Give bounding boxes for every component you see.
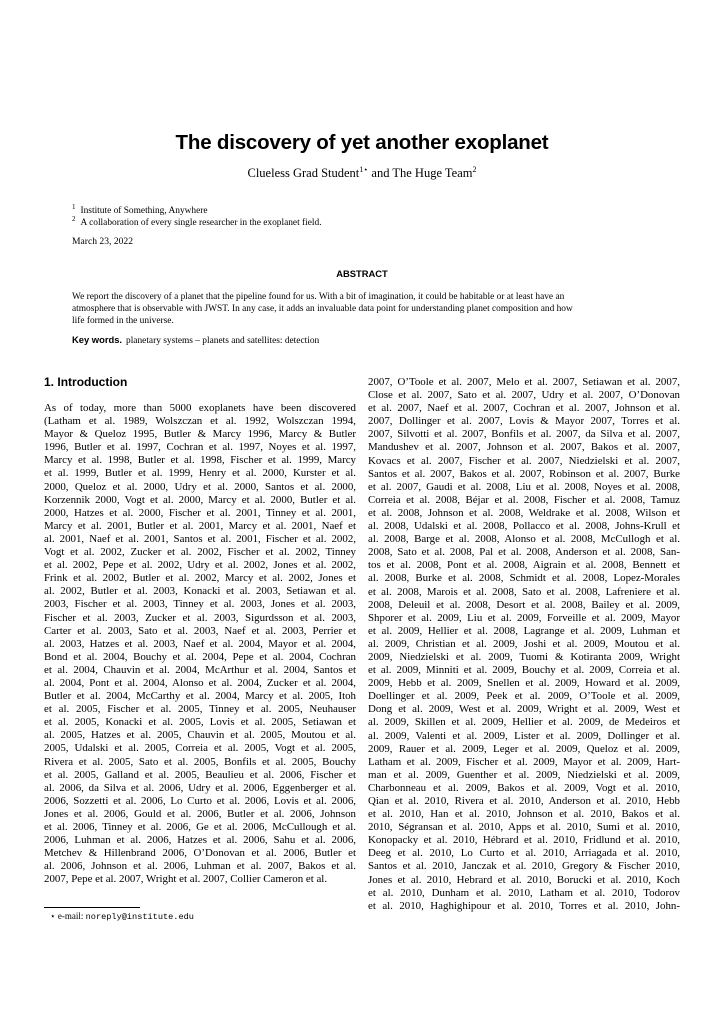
text-line: et al. 1999, Butler et al. 1999, Henry et al. 2000, Kurster et al. (44, 467, 356, 480)
text-line: Konopacky et al. 2010, Hébrard et al. 2010, Fridlund et al. 2010, (368, 834, 680, 847)
text-line: et al. 2008, Johnson et al. 2008, Weldrake et al. 2008, Wilson et (368, 506, 680, 519)
text-line: et al. 2004, Chauvin et al. 2004, McArthur et al. 2004, Santos et (44, 663, 356, 676)
email-link[interactable]: noreply@institute.edu (85, 912, 194, 922)
keywords-label: Key words. (72, 334, 123, 345)
author-line (0, 165, 724, 181)
text-line: Shporer et al. 2009, Liu et al. 2009, Forveille et al. 2009, Mayor (368, 611, 680, 624)
text-line: Charbonneau et al. 2009, Bakos et al. 2009, Vogt et al. 2010, (368, 781, 680, 794)
text-line: 2009, Rauer et al. 2009, Leger et al. 2009, Queloz et al. 2009, (368, 742, 680, 755)
affiliation-mark: 2 (72, 215, 76, 223)
text-line: al. 2009, Skillen et al. 2009, Hellier et al. 2009, de Medeiros et (368, 716, 680, 729)
abstract-line: We report the discovery of a planet that the pipeline found for us. With a bit of imagination, it could be habitable or at least have an (72, 292, 565, 302)
text-line: al. 2001, Naef et al. 2001, Santos et al. 2001, Fischer et al. 2002, (44, 532, 356, 545)
left-column (44, 402, 356, 886)
footnote-mark: ⋆ (50, 911, 56, 921)
text-line: et al. 2010, Dunham et al. 2010, Latham et al. 2010, Todorov (368, 886, 680, 899)
text-line: 1996, Butler et al. 1997, Cochran et al. 1997, Noyes et al. 1997, (44, 441, 356, 454)
text-line: 2007, Dollinger et al. 2007, Lovis & Mayor 2007, Torres et al. (368, 415, 680, 428)
footnote (50, 911, 194, 922)
affiliation-text: A collaboration of every single researcher in the exoplanet field. (80, 218, 322, 229)
text-line: al. 2008, Barge et al. 2008, Alonso et al. 2008, McCullogh et al. (368, 533, 680, 546)
text-line: Metchev & Hillenbrand 2006, O’Donovan et al. 2006, Butler et (44, 847, 356, 860)
text-line: tos et al. 2008, Pont et al. 2008, Aigrain et al. 2008, Bennett et (368, 559, 680, 572)
section-number: 1. (44, 375, 55, 389)
text-line: et al. 2008, Marois et al. 2008, Sato et al. 2008, Lafreniere et al. (368, 585, 680, 598)
footnote-label: e-mail: (57, 911, 84, 921)
text-line: al. 2002, Butler et al. 2003, Konacki et al. 2003, Setiawan et al. (44, 585, 356, 598)
paper-title: The discovery of yet another exoplanet (175, 131, 549, 154)
text-line: al. 2004, Pont et al. 2004, Alonso et al. 2004, Zucker et al. 2004, (44, 676, 356, 689)
text-line: As of today, more than 5000 exoplanets have been discovered (44, 402, 356, 414)
text-line: Correia et al. 2008, Béjar et al. 2008, Fischer et al. 2008, Tamuz (368, 493, 680, 506)
text-line: 2007, O’Toole et al. 2007, Melo et al. 2007, Setiawan et al. 2007, (368, 376, 680, 388)
text-line: Mayor & Queloz 1995, Butler & Marcy 1996, Marcy & Butler (44, 428, 356, 441)
text-line: Dong et al. 2009, West et al. 2009, Wright et al. 2009, West et (368, 703, 680, 716)
text-line: al. 2009, Christian et al. 2009, Joshi et al. 2009, Moutou et al. (368, 637, 680, 650)
text-line: Marcy et al. 1998, Butler et al. 1998, Fischer et al. 1999, Marcy (44, 454, 356, 467)
affiliation-text: Institute of Something, Anywhere (80, 206, 208, 217)
keywords (72, 334, 319, 346)
right-column (368, 376, 680, 913)
abstract-heading: ABSTRACT (336, 268, 388, 279)
affiliation-mark: 1 (72, 203, 76, 211)
text-line: Kovacs et al. 2007, Fischer et al. 2007, Niedzielski et al. 2007, (368, 454, 680, 467)
section-heading (44, 375, 127, 389)
text-line: et al. 2005, Fischer et al. 2005, Tinney et al. 2005, Neuhauser (44, 703, 356, 716)
author-joiner: and (368, 166, 393, 181)
text-line: 2008, Sato et al. 2008, Pal et al. 2008, Anderson et al. 2008, San- (368, 546, 680, 559)
abstract-line: life formed in the universe. (72, 316, 174, 326)
text-line: 2003, Fischer et al. 2003, Tinney et al. 2003, Jones et al. 2003, (44, 598, 356, 611)
text-line: et al. 2010, Han et al. 2010, Johnson et al. 2010, Bakos et al. (368, 808, 680, 821)
text-line: Deeg et al. 2010, Lo Curto et al. 2010, Arriagada et al. 2010, (368, 847, 680, 860)
text-line: 2007, Pepe et al. 2007, Wright et al. 2007, Collier Cameron et al. (44, 873, 328, 886)
footnote-rule (44, 907, 140, 908)
abstract-line: atmosphere that is observable with JWST. In any case, it adds an invaluable data point for understanding planet composition and how (72, 304, 573, 314)
text-line: (Latham et al. 1989, Wolszczan et al. 1992, Wolszczan 1994, (44, 415, 356, 428)
author-2: The Huge Team (392, 166, 473, 181)
text-line: al. 2003, Hatzes et al. 2003, Naef et al. 2004, Mayor et al. 2004, (44, 637, 356, 650)
author-2-mark: 2 (472, 165, 477, 174)
text-line: al. 2006, Johnson et al. 2006, Luhman et al. 2007, Bakos et al. (44, 860, 356, 873)
date: March 23, 2022 (72, 236, 134, 247)
text-line: et al. 2009, Hellier et al. 2008, Lagrange et al. 2009, Luhman et (368, 624, 680, 637)
text-line: al. 2005, Hatzes et al. 2005, Chauvin et al. 2005, Moutou et al. (44, 729, 356, 742)
text-line: al. 2008, Udalski et al. 2008, Pollacco et al. 2008, Johns-Krull et (368, 520, 680, 533)
text-line: al. 2009, Valenti et al. 2009, Lister et al. 2009, Dollinger et al. (368, 729, 680, 742)
text-line: 2000, Queloz et al. 2000, Udry et al. 2000, Santos et al. 2000, (44, 480, 356, 493)
text-line: Rivera et al. 2005, Sato et al. 2005, Bonfils et al. 2005, Bouchy (44, 755, 356, 768)
text-line: 2008, Deleuil et al. 2008, Desort et al. 2008, Bailey et al. 2009, (368, 598, 680, 611)
text-line: Vogt et al. 2002, Zucker et al. 2002, Fischer et al. 2002, Tinney (44, 546, 356, 559)
text-line: 2007, Silvotti et al. 2007, Bonfils et al. 2007, da Silva et al. 2007, (368, 428, 680, 441)
text-line: Korzennik 2000, Vogt et al. 2000, Marcy et al. 2000, Butler et al. (44, 493, 356, 506)
text-line: 2006, Luhman et al. 2006, Hatzes et al. 2006, Sahu et al. 2006, (44, 834, 356, 847)
text-line: et al. 2009, Minniti et al. 2009, Bouchy et al. 2009, Correia et al. (368, 664, 680, 677)
text-line: et al. 2006, Tinney et al. 2006, Ge et al. 2006, McCullough et al. (44, 821, 356, 833)
text-line: Doellinger et al. 2009, Peek et al. 2009, O’Toole et al. 2009, (368, 690, 680, 703)
text-line: Butler et al. 2004, McCarthy et al. 2004, Marcy et al. 2005, Itoh (44, 690, 356, 703)
text-line: Close et al. 2007, Sato et al. 2007, Udry et al. 2007, O’Donovan (368, 389, 680, 402)
text-line: Fischer et al. 2003, Zucker et al. 2003, Sigurdsson et al. 2003, (44, 611, 356, 624)
text-line: 2009, Niedzielski et al. 2009, Tuomi & Kotiranta 2009, Wright (368, 650, 680, 663)
text-line: et al. 2002, Pepe et al. 2002, Udry et al. 2002, Jones et al. 2002, (44, 559, 356, 572)
text-line: 2005, Udalski et al. 2005, Correia et al. 2005, Vogt et al. 2005, (44, 742, 356, 755)
text-line: Jones et al. 2010, Hebrard et al. 2010, Borucki et al. 2010, Koch (368, 873, 680, 886)
text-line: 2009, Hebb et al. 2009, Snellen et al. 2009, Howard et al. 2009, (368, 677, 680, 690)
text-line: Qian et al. 2010, Rivera et al. 2010, Anderson et al. 2010, Hebb (368, 795, 680, 807)
text-line: et al. 2007, Gaudi et al. 2008, Liu et al. 2008, Noyes et al. 2008, (368, 480, 680, 493)
text-line: Latham et al. 2009, Fischer et al. 2009, Mayor et al. 2009, Hart- (368, 755, 680, 768)
author-1: Clueless Grad Student (247, 166, 360, 181)
text-line: et al. 2010, Haghighipour et al. 2010, Torres et al. 2010, John- (368, 899, 680, 912)
text-line: et al. 2007, Naef et al. 2007, Cochran et al. 2007, Johnson et al. (368, 402, 680, 415)
affiliation-2 (72, 215, 322, 228)
text-line: Jones et al. 2006, Gould et al. 2006, Butler et al. 2006, Johnson (44, 807, 356, 820)
section-title: Introduction (57, 375, 128, 389)
text-line: et al. 2005, Galland et al. 2005, Beaulieu et al. 2006, Fischer et (44, 768, 356, 781)
text-line: al. 2008, Burke et al. 2008, Schmidt et al. 2008, Lopez-Morales (368, 572, 680, 585)
text-line: al. 2006, da Silva et al. 2006, Udry et al. 2006, Eggenberger et al. (44, 781, 356, 794)
text-line: Santos et al. 2010, Janczak et al. 2010, Gregory & Fischer 2010, (368, 860, 680, 873)
text-line: Bond et al. 2004, Bouchy et al. 2004, Pepe et al. 2004, Cochran (44, 650, 356, 663)
text-line: Santos et al. 2007, Bakos et al. 2007, Robinson et al. 2007, Burke (368, 467, 680, 480)
text-line: Carter et al. 2003, Sato et al. 2003, Naef et al. 2003, Perrier et (44, 624, 356, 637)
text-line: 2006, Sozzetti et al. 2006, Lo Curto et al. 2006, Lovis et al. 2006, (44, 794, 356, 807)
text-line: 2000, Hatzes et al. 2000, Fischer et al. 2001, Tinney et al. 2001, (44, 506, 356, 519)
text-line: Frink et al. 2002, Butler et al. 2002, Marcy et al. 2002, Jones et (44, 572, 356, 585)
text-line: 2010, Ségransan et al. 2010, Apps et al. 2010, Sumi et al. 2010, (368, 821, 680, 834)
text-line: Marcy et al. 2001, Butler et al. 2001, Marcy et al. 2001, Naef et (44, 519, 356, 532)
text-line: Mandushev et al. 2007, Johnson et al. 2007, Bakos et al. 2007, (368, 441, 680, 454)
text-line: et al. 2005, Konacki et al. 2005, Lovis et al. 2005, Setiawan et (44, 716, 356, 729)
keywords-text: planetary systems – planets and satellites: detection (126, 336, 320, 346)
author-1-mark: 1⋆ (359, 165, 369, 174)
text-line: man et al. 2009, Guenther et al. 2009, Niedzielski et al. 2009, (368, 768, 680, 781)
